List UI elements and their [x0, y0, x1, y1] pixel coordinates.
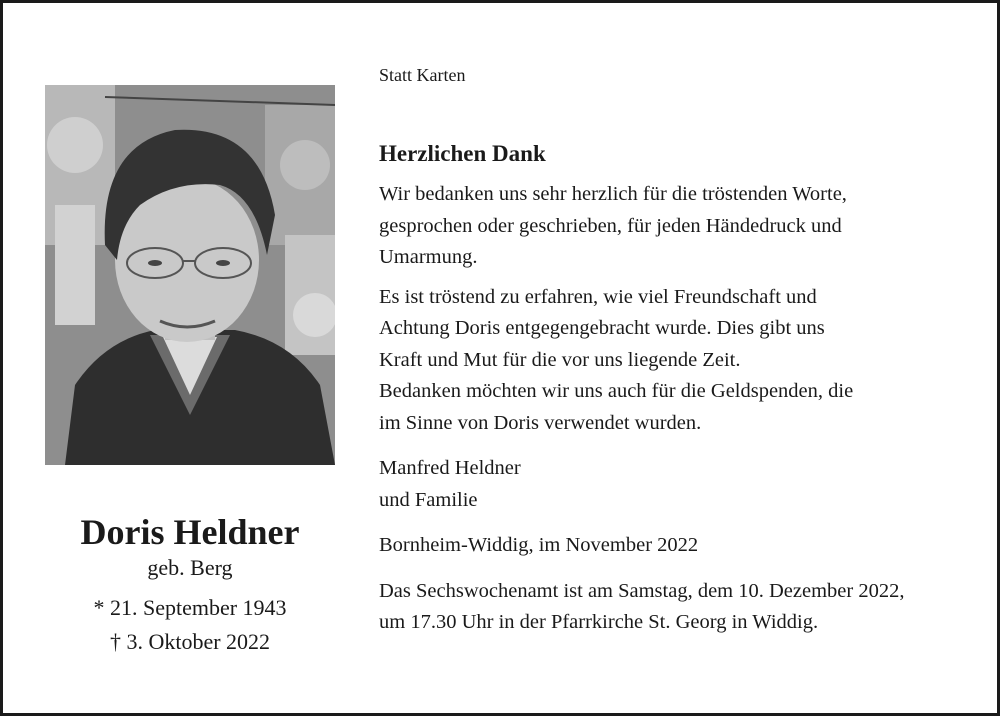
signature: [379, 453, 989, 516]
death-date: † 3. Oktober 2022: [109, 629, 271, 654]
paragraph-1-line: gesprochen oder geschrieben, für jeden Händedruck und: [379, 214, 842, 237]
maiden-name: geb. Berg: [147, 555, 233, 580]
statt-karten-label: Statt Karten: [379, 65, 466, 85]
paragraph-2-line: im Sinne von Doris verwendet wurden.: [379, 411, 702, 434]
paragraph-1-line: Umarmung.: [379, 246, 478, 268]
portrait-photo: [45, 85, 335, 465]
service-notice-line: um 17.30 Uhr in der Pfarrkirche St. Georg in Widdig.: [379, 611, 819, 633]
birth-date: * 21. September 1943: [93, 595, 287, 620]
paragraph-2-line: Achtung Doris entgegengebracht wurde. Dies gibt uns: [379, 317, 825, 339]
paragraph-2: [379, 282, 989, 440]
service-notice: [379, 576, 989, 639]
place-date: Bornheim-Widdig, im November 2022: [379, 534, 699, 556]
thank-you-text: [379, 61, 989, 639]
service-notice-line: Das Sechswochenamt ist am Samstag, dem 10. Dezember 2022,: [379, 579, 905, 602]
thank-you-heading: Herzlichen Dank: [379, 141, 546, 166]
paragraph-1: [379, 179, 989, 274]
portrait-photo-illustration: [45, 85, 335, 465]
paragraph-2-line: Kraft und Mut für die vor uns liegende Zeit.: [379, 348, 741, 371]
paragraph-2-line: Bedanken möchten wir uns auch für die Geldspenden, die: [379, 380, 854, 402]
signature-line: und Familie: [379, 488, 478, 511]
deceased-name: Doris Heldner: [80, 512, 300, 552]
signature-line: Manfred Heldner: [379, 457, 521, 479]
paragraph-1-line: Wir bedanken uns sehr herzlich für die tröstenden Worte,: [379, 183, 847, 205]
paragraph-2-line: Es ist tröstend zu erfahren, wie viel Freundschaft und: [379, 285, 817, 308]
